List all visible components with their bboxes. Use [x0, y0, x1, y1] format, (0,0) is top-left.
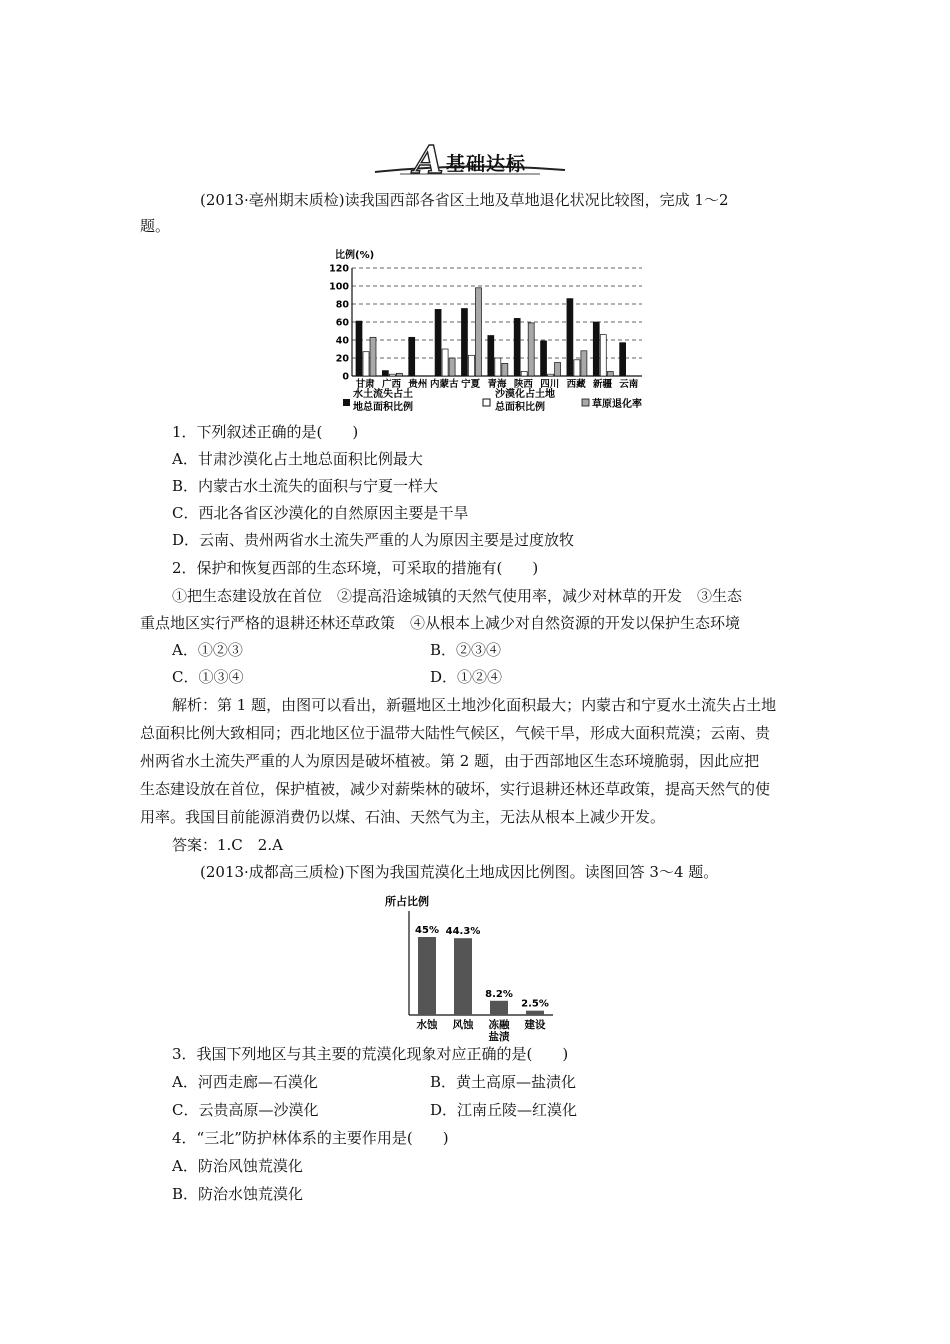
chart1-bar: [435, 309, 441, 376]
chart1-y-tick-label: 80: [335, 299, 349, 311]
chart1-bars: [356, 288, 626, 376]
q2-option-d: D．①②④: [430, 668, 503, 686]
analysis-line-3: 州两省水土流失严重的人为原因是破坏植被。第 2 题，由于西部地区生态环境脆弱，因此应把: [140, 752, 760, 770]
chart1-bar: [442, 349, 448, 376]
intro-2: (2013·成都高三质检)下图为我国荒漠化土地成因比例图。读图回答 3～4 题。: [200, 863, 719, 881]
chart1-bar: [363, 352, 369, 376]
legend-a-line-2: 地总面积比例: [353, 402, 413, 413]
section-header: [370, 140, 570, 182]
section-title: 基础达标: [446, 153, 527, 175]
chart1-x-label: 宁夏: [461, 379, 481, 390]
chart2-x-label: 建设: [524, 1019, 546, 1031]
chart1-x-label: 云南: [619, 379, 639, 390]
q2-option-c: C．①③④: [172, 668, 244, 686]
q3-stem: 3．我国下列地区与其主要的荒漠化现象对应正确的是( ): [172, 1045, 569, 1063]
chart2-data-label: 8.2%: [485, 988, 513, 1000]
q3-option-c: C．云贵高原—沙漠化: [172, 1101, 319, 1119]
chart1-bar: [548, 374, 554, 376]
analysis-line-5: 用率。我国目前能源消费仍以煤、石油、天然气为主，无法从根本上减少开发。: [140, 808, 666, 826]
desertification-cause-chart: [383, 893, 573, 1047]
chart1-bar: [574, 360, 580, 376]
chart1-x-label: 新疆: [592, 379, 612, 390]
land-degradation-chart-svg: [330, 246, 650, 420]
analysis-line-2: 总面积比例大致相同；西北地区位于温带大陆性气候区，气候干旱，形成大面积荒漠；云南、贵: [140, 724, 771, 742]
chart1-x-label: 广西: [382, 379, 402, 390]
chart1-bar: [593, 322, 599, 376]
chart2-bar: [418, 937, 436, 1015]
chart1-y-tick-label: 40: [335, 335, 349, 347]
chart1-y-ticks: [330, 264, 349, 383]
chart1-x-label: 陕西: [513, 379, 533, 390]
chart2-ylabel: 所占比例: [385, 895, 429, 908]
chart1-x-label: 内蒙古: [430, 379, 459, 390]
chart1-x-label: 贵州: [408, 379, 428, 390]
chart2-bar: [490, 1001, 508, 1015]
q4-option-b: B．防治水蚀荒漠化: [172, 1185, 304, 1203]
chart1-bar: [495, 358, 501, 376]
land-degradation-chart: [330, 246, 650, 424]
chart1-bar: [468, 355, 474, 376]
q2-line-1: ①把生态建设放在首位 ②提高沿途城镇的天然气使用率，减少对林草的开发 ③生态: [172, 587, 743, 605]
chart2-x-labels: [417, 1018, 546, 1043]
chart1-x-label: 甘肃: [355, 379, 375, 390]
chart2-x-label: 水蚀: [416, 1019, 438, 1031]
chart1-bar: [356, 321, 362, 376]
legend-a-line-1: 水土流失占土: [353, 389, 413, 400]
q3-option-a: A．河西走廊—石漠化: [172, 1073, 318, 1091]
chart2-x-label: 冻融: [488, 1019, 510, 1031]
chart1-x-label: 青海: [487, 379, 507, 390]
chart1-bar: [409, 337, 415, 376]
q3-option-d: D．江南丘陵—红漠化: [430, 1101, 578, 1119]
q2-option-b: B．②③④: [430, 641, 502, 659]
chart1-bar: [607, 372, 613, 377]
chart1-bar: [620, 343, 626, 376]
q2-stem: 2．保护和恢复西部的生态环境，可采取的措施有( ): [172, 559, 539, 577]
chart1-y-tick-label: 20: [335, 353, 349, 365]
q1-stem: 1．下列叙述正确的是( ): [172, 423, 359, 441]
legend-b-line-1: 沙漠化占土地: [495, 389, 555, 400]
chart1-bar: [521, 372, 527, 377]
chart2-bar: [526, 1011, 544, 1015]
chart1-x-label: 西藏: [566, 379, 586, 390]
q1-option-d: D．云南、贵州两省水土流失严重的人为原因主要是过度放牧: [172, 531, 575, 549]
chart1-y-tick-label: 100: [330, 281, 349, 293]
chart1-y-tick-label: 120: [330, 263, 349, 275]
legend-b-swatch: [483, 399, 490, 406]
chart1-bar: [389, 374, 395, 376]
chart1-bar: [382, 371, 388, 376]
q3-option-b: B．黄土高原—盐渍化: [430, 1073, 577, 1091]
chart1-bar: [567, 299, 573, 376]
chart1-bar: [600, 335, 606, 376]
chart1-ylabel: 比例(%): [335, 250, 375, 261]
chart1-legend: [343, 387, 642, 413]
chart2-data-label: 2.5%: [521, 998, 549, 1010]
chart1-bar: [396, 373, 402, 376]
legend-a-swatch: [343, 399, 350, 406]
analysis-line-1: 解析：第 1 题，由图可以看出，新疆地区土地沙化面积最大；内蒙古和宁夏水土流失占土地: [172, 696, 777, 714]
chart1-bar: [528, 323, 534, 376]
chart1-y-tick-label: 60: [335, 317, 349, 329]
intro-1-line-2: 题。: [140, 217, 171, 235]
chart2-x-label: 风蚀: [452, 1019, 474, 1031]
chart1-bar: [581, 351, 587, 376]
chart1-bar: [541, 341, 547, 376]
chart1-bar: [555, 363, 561, 377]
chart2-x-label: 盐渍: [488, 1031, 510, 1043]
chart1-bar: [461, 309, 467, 377]
chart1-bar: [475, 288, 481, 376]
chart1-x-label: 四川: [540, 379, 560, 390]
chart1-bar: [502, 363, 508, 376]
legend-c-label: 草原退化率: [592, 399, 642, 410]
q4-option-a: A．防治风蚀荒漠化: [172, 1157, 303, 1175]
chart2-bar: [454, 938, 472, 1015]
section-letter: A: [414, 140, 444, 182]
intro-1-line-1: (2013·亳州期末质检)读我国西部各省区土地及草地退化状况比较图，完成 1～2: [200, 191, 729, 209]
answer: 答案：1.C 2.A: [172, 836, 283, 854]
legend-b-line-2: 总面积比例: [495, 402, 545, 413]
q1-option-a: A．甘肃沙漠化占土地总面积比例最大: [172, 450, 423, 468]
analysis-line-4: 生态建设放在首位，保护植被，减少对薪柴林的破坏，实行退耕还林还草政策，提高天然气的使: [140, 780, 771, 798]
q1-option-c: C．西北各省区沙漠化的自然原因主要是干旱: [172, 504, 469, 522]
chart1-y-tick-label: 0: [342, 371, 349, 383]
q2-option-a: A．①②③: [172, 641, 243, 659]
q1-option-b: B．内蒙古水土流失的面积与宁夏一样大: [172, 477, 439, 495]
chart1-bar: [488, 336, 494, 377]
q4-stem: 4．“三北”防护林体系的主要作用是( ): [172, 1129, 449, 1147]
chart2-data-label: 44.3%: [445, 926, 481, 938]
q2-line-2: 重点地区实行严格的退耕还林还草政策 ④从根本上减少对自然资源的开发以保护生态环境: [140, 614, 741, 632]
chart1-bar: [449, 358, 455, 376]
chart1-bar: [514, 318, 520, 376]
desertification-cause-chart-svg: [383, 893, 573, 1043]
legend-c-swatch: [582, 399, 589, 406]
chart1-bar: [370, 337, 376, 376]
chart2-data-label: 45%: [415, 925, 439, 936]
